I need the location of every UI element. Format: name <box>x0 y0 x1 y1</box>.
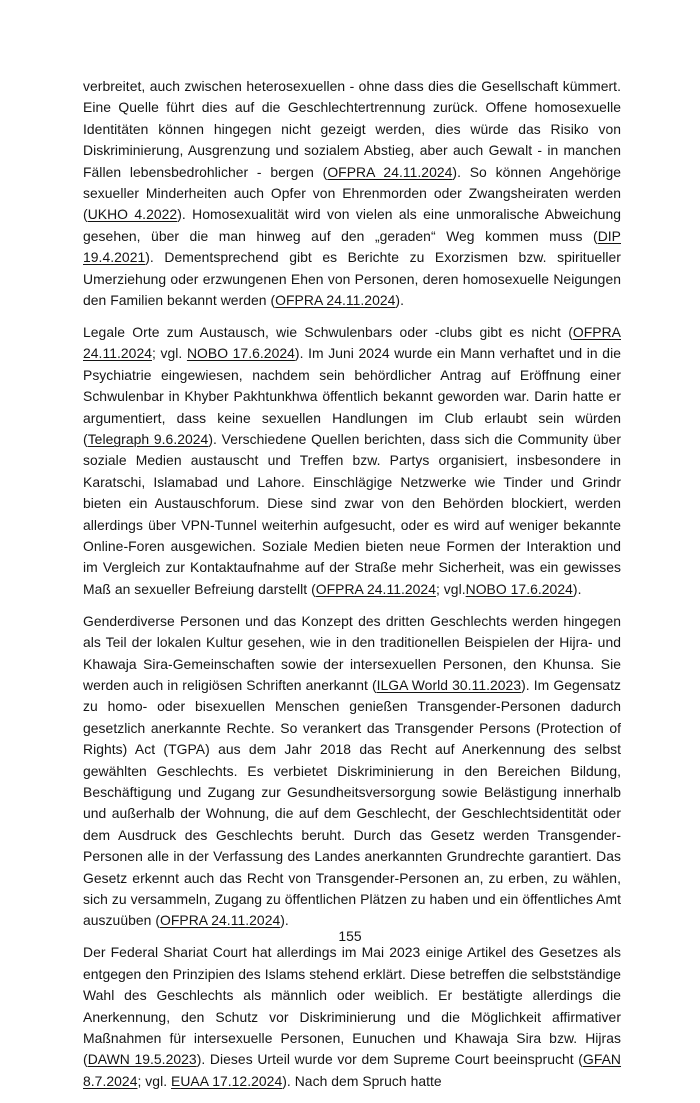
source-link[interactable]: OFPRA 24.11.2024 <box>83 323 621 362</box>
paragraph-text: ). Im Juni 2024 wurde ein Mann verhaftet und in die Psychiatrie eingewiesen, nachdem sein behördlicher Antrag auf Eröffnung einer Schwulenbar in Khyber Pakhtunkhwa öffentlich bekannt geworden war. Darin hatte er argumentiert, dass keine sexuellen Handlungen im Club erlaubt sein würden ( <box>83 345 621 447</box>
paragraph-text: ). Im Gegensatz zu homo- oder bisexuellen Menschen genießen Transgender-Personen dadurch gesetzlich anerkannte Rechte. So verankert das Transgender Persons (Protection of Rights) Act (TGPA) aus dem Jahr 2018 das Recht auf Anerkennung des selbst gewählten Geschlechts. Es verbietet Diskriminierung in den Bereichen Bildung, Beschäftigung und Zugang zur Gesundheitsversorgung sowie Belästigung innerhalb und außerhalb der Wohnung, die auf dem Geschlecht, der Geschlechtsidentität oder dem Ausdruck des Geschlechts beruht. Durch das Gesetz werden Transgender-Personen alle in der Verfassung des Landes anerkannten Grundrechte garantiert. Das Gesetz erkennt auch das Recht von Transgender-Personen an, zu erben, zu wählen, sich zu versammeln, Zugang zu öffentlichen Plätzen zu haben und ein öffentliches Amt auszuüben ( <box>83 676 621 929</box>
source-link[interactable]: OFPRA 24.11.2024 <box>275 292 396 309</box>
paragraph-text: verbreitet, auch zwischen heterosexuellen - ohne dass dies die Gesellschaft kümmert. Eine Quelle führt dies auf die Geschlechtertrennung zurück. Offene homosexuelle Identitäten können hingegen nicht gezeigt werden, dies würde das Risiko von Diskriminierung, Ausgrenzung und sozialem Abstieg, aber auch Gewalt - in manchen Fällen lebensbedrohlicher - bergen ( <box>83 78 621 180</box>
paragraph <box>83 76 621 311</box>
source-link[interactable]: DAWN 19.5.2023 <box>87 1051 197 1068</box>
source-link[interactable]: DIP 19.4.2021 <box>83 227 621 266</box>
source-link[interactable]: Telegraph 9.6.2024 <box>87 431 209 447</box>
paragraph-text: ). So können Angehörige sexueller Minderheiten auch Opfer von Ehrenmorden oder Zwangsheiraten werden ( <box>83 163 621 223</box>
paragraph-text: ). Homosexualität wird von vielen als eine unmoralische Abweichung gesehen, über die man hinweg auf den „geraden“ Weg kommen muss ( <box>83 206 621 244</box>
paragraph-text: ). Nach dem Spruch hatte <box>282 1072 442 1089</box>
paragraph-text: ). <box>280 912 289 929</box>
paragraph <box>83 322 621 600</box>
source-link[interactable]: OFPRA 24.11.2024 <box>160 912 281 929</box>
source-link[interactable]: EUAA 17.12.2024 <box>171 1072 283 1089</box>
paragraph-text: ). Dementsprechend gibt es Berichte zu Exorzismen bzw. spiritueller Umerziehung oder erzwungenen Ehen von Personen, deren homosexuelle Neigungen den Familien bekannt werden ( <box>83 249 621 309</box>
paragraph-text: ; vgl. <box>152 345 187 362</box>
page-text-body <box>83 76 621 1103</box>
paragraph-text: ; vgl. <box>435 580 466 597</box>
paragraph-text: Der Federal Shariat Court hat allerdings im Mai 2023 einige Artikel des Gesetzes als entgegen den Prinzipien des Islams stehend erklärt. Diese betreffen die selbstständige Wahl des Geschlechts als männlich oder weiblich. Er bestätigte allerdings die Anerkennung, den Schutz vor Diskriminierung und die Möglichkeit affirmativer Maßnahmen für intersexuelle Personen, Eunuchen und Khawaja Sira bzw. Hijras ( <box>83 944 621 1068</box>
paragraph-text: Genderdiverse Personen und das Konzept des dritten Geschlechts werden hingegen als Teil der lokalen Kultur gesehen, wie in den traditionellen Beispielen der Hijra- und Khawaja Sira-Gemeinschaften sowie der intersexuellen Personen, den Khunsa. Sie werden auch in religiösen Schriften anerkannt ( <box>83 612 621 693</box>
source-link[interactable]: GFAN 8.7.2024 <box>83 1051 622 1089</box>
paragraph-text: ). <box>572 580 582 597</box>
paragraph <box>83 942 621 1092</box>
source-link[interactable]: NOBO 17.6.2024 <box>186 345 295 362</box>
paragraph-text: ; vgl. <box>137 1072 172 1089</box>
source-link[interactable]: OFPRA 24.11.2024 <box>327 163 453 180</box>
page-number: 155 <box>338 928 362 944</box>
paragraph <box>83 611 621 932</box>
paragraph-text: Legale Orte zum Austausch, wie Schwulenbars oder -clubs gibt es nicht ( <box>83 323 573 340</box>
paragraph-text: ). Verschiedene Quellen berichten, dass sich die Community über soziale Medien austauscht und Treffen bzw. Partys organisiert, insbesondere in Karatschi, Islamabad und Lahore. Einschlägige Netzwerke wie Tinder und Grindr bieten ein Austauschforum. Diese sind zwar von den Behörden blockiert, werden allerdings über VPN-Tunnel weiterhin aufgesucht, oder es wird auf weniger bekannte Online-Foren ausgewichen. Soziale Medien bieten neue Formen der Interaktion und im Vergleich zur Kontaktaufnahme auf der Straße mehr Sicherheit, was ein gewisses Maß an sexueller Befreiung darstellt ( <box>83 431 622 597</box>
paragraph-text: ). Dieses Urteil wurde vor dem Supreme Court beeinsprucht ( <box>196 1051 583 1068</box>
source-link[interactable]: NOBO 17.6.2024 <box>465 580 573 597</box>
source-link[interactable]: UKHO 4.2022 <box>87 206 178 223</box>
source-link[interactable]: OFPRA 24.11.2024 <box>315 580 436 597</box>
paragraph-text: ). <box>395 292 404 309</box>
source-link[interactable]: ILGA World 30.11.2023 <box>376 676 522 693</box>
